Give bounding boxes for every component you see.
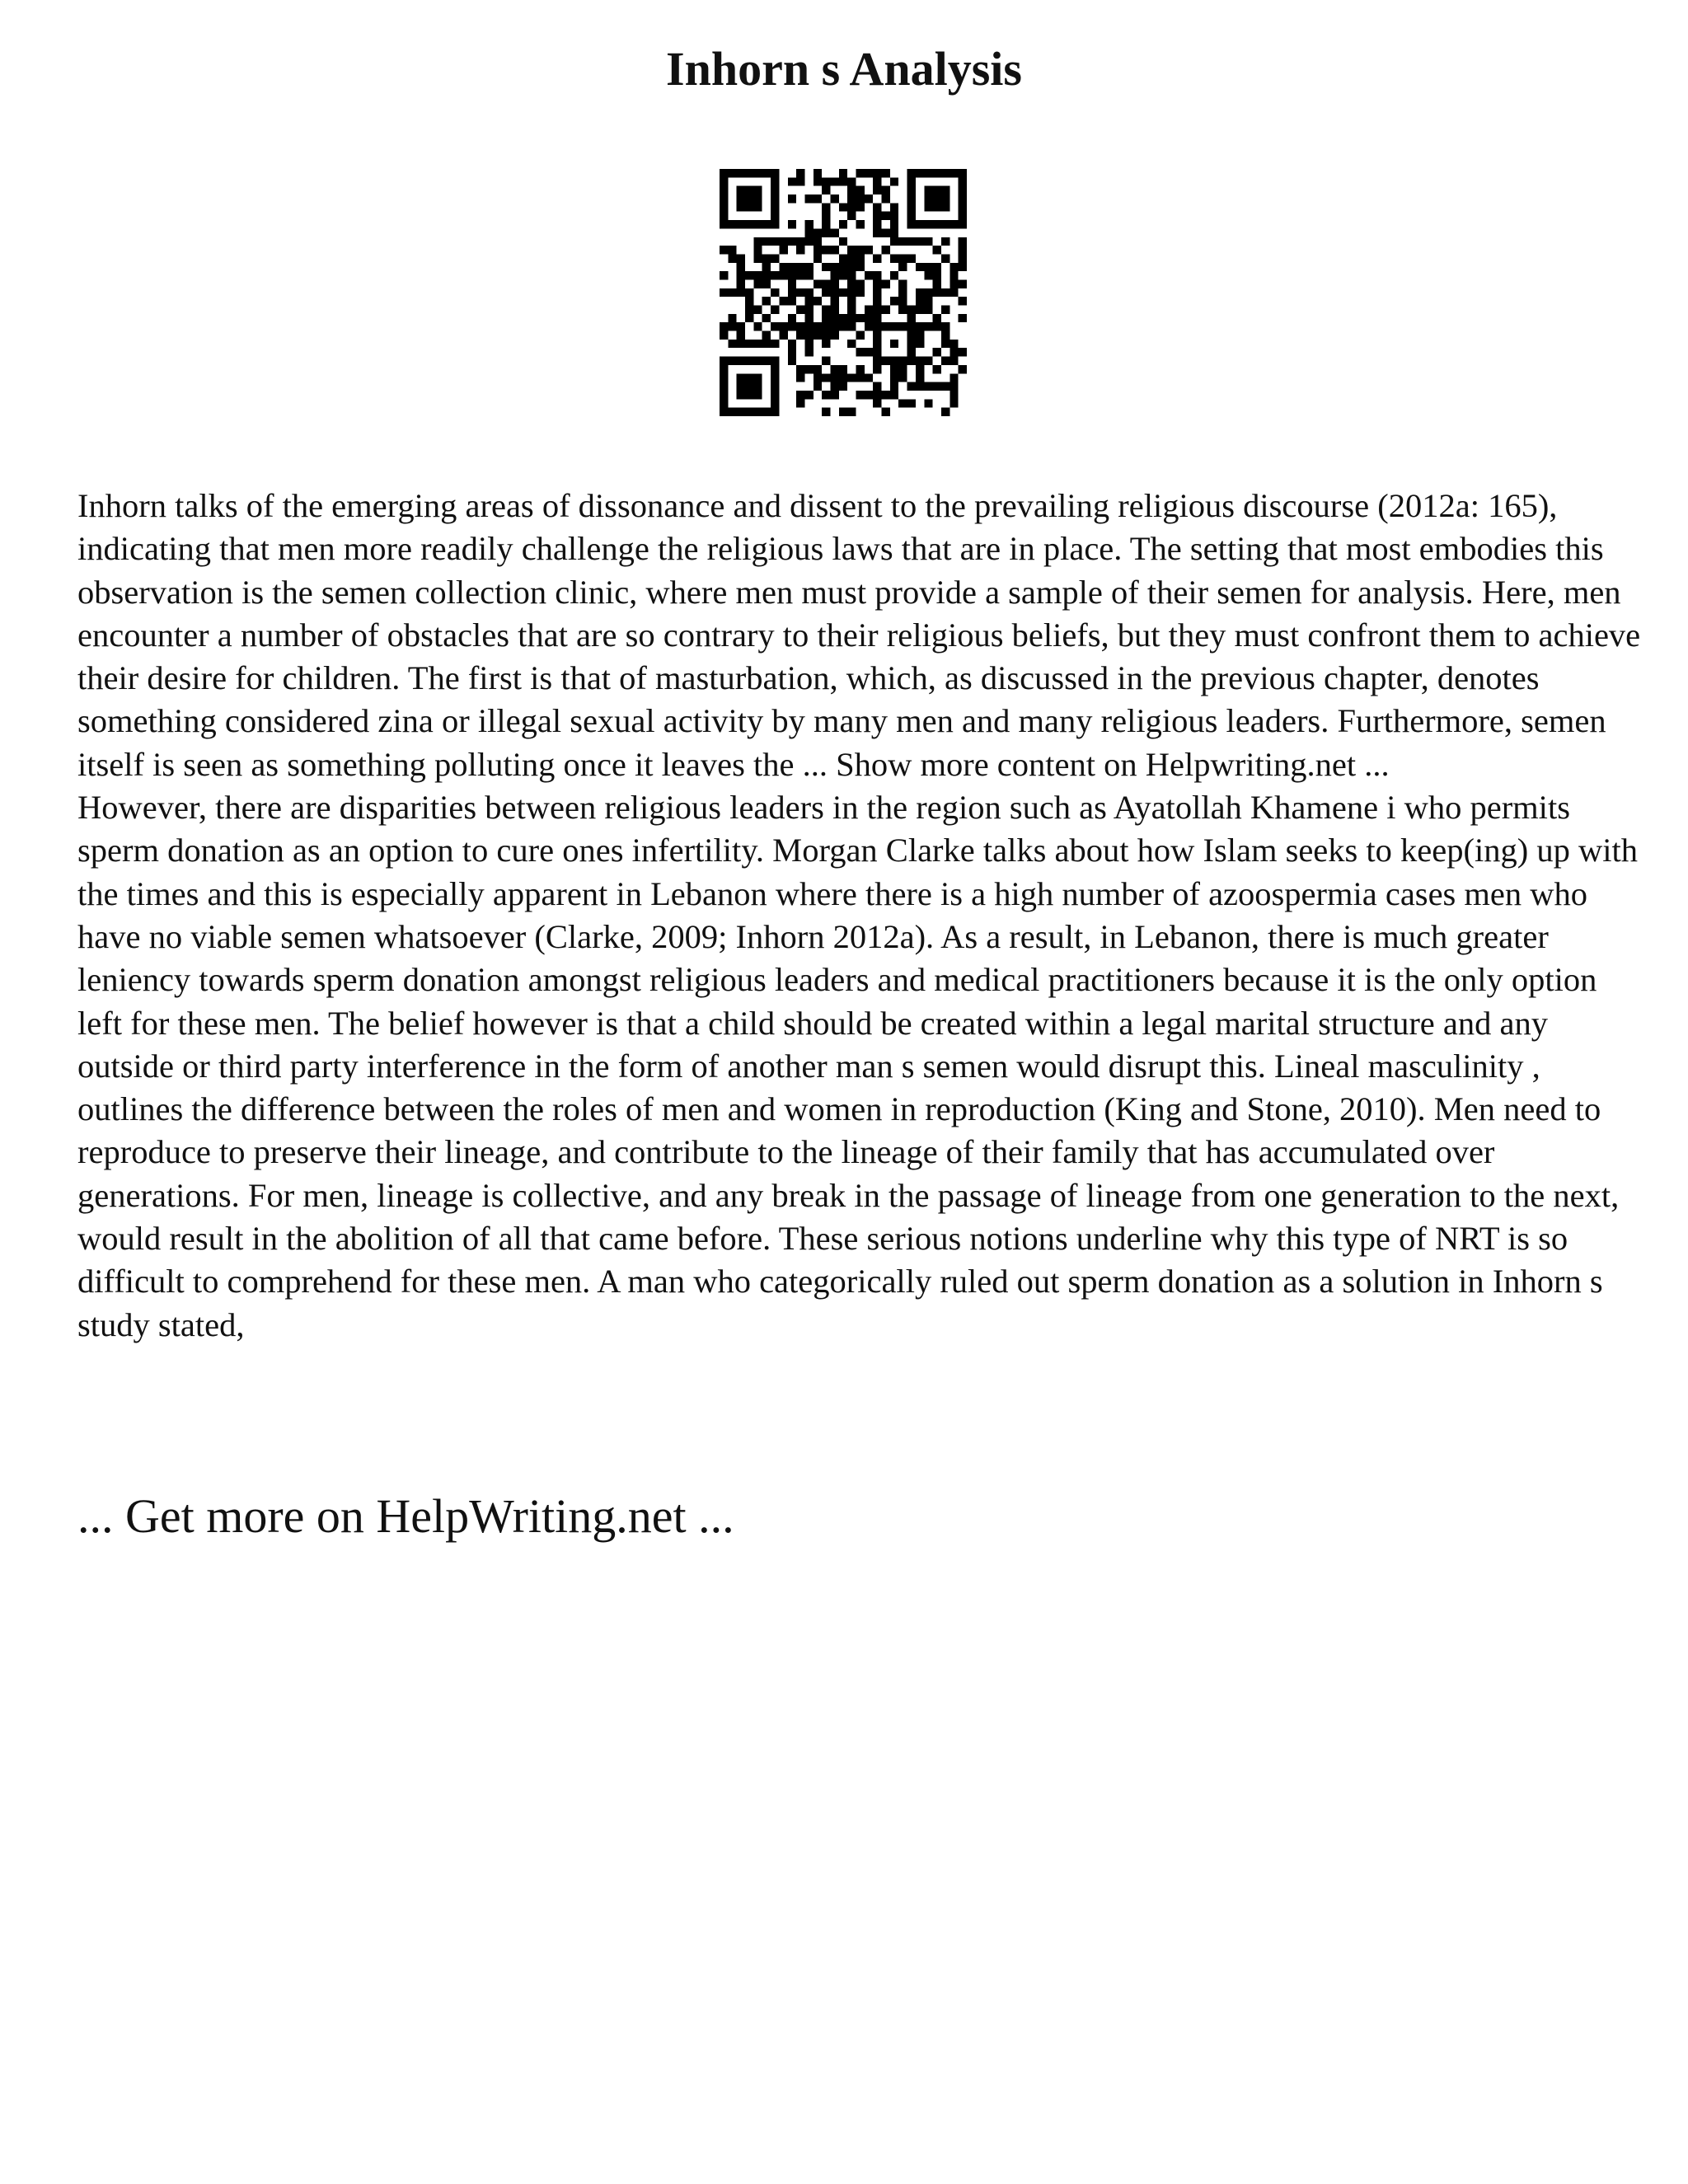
qr-code-icon xyxy=(720,169,967,416)
paragraph: However, there are disparities between religious leaders in the region such as Ayatollah Khamene i who permits sperm donation as an option to cure ones infertility. Morgan Clarke talks about how Islam seeks to keep(ing) up with the times and this is especially apparent in Lebanon where there is a high number of azoospermia cases men who have no viable semen whatsoever (Clarke, 2009; Inhorn 2012a). As a result, in Lebanon, there is much greater leniency towards sperm donation amongst religious leaders and medical practitioners because it is the only option left for these men. The belief however is that a child should be created within a legal marital structure and any outside or third party interference in the form of another man s semen would disrupt this. Lineal masculinity , outlines the difference between the roles of men and women in reproduction (King and Stone, 2010). Men need to reproduce to preserve their lineage, and contribute to the lineage of their family that has accumulated over generations. For men, lineage is collective, and any break in the passage of lineage from one generation to the next, would result in the abolition of all that came before. These serious notions underline why this type of NRT is so difficult to comprehend for these men. A man who categorically ruled out sperm donation as a solution in Inhorn s study stated, xyxy=(77,789,1638,1343)
get-more-link[interactable]: ... Get more on HelpWriting.net ... xyxy=(77,1489,734,1543)
page-title: Inhorn s Analysis xyxy=(666,42,1022,96)
article-body xyxy=(77,485,1643,1347)
paragraph: Inhorn talks of the emerging areas of dissonance and dissent to the prevailing religious discourse (2012a: 165), indicating that men more readily challenge the religious laws that are in place. The setting that most embodies this observation is the semen collection clinic, where men must provide a sample of their semen for analysis. Here, men encounter a number of obstacles that are so contrary to their religious beliefs, but they must confront them to achieve their desire for children. The first is that of masturbation, which, as discussed in the previous chapter, denotes something considered zina or illegal sexual activity by many men and many religious leaders. Furthermore, semen itself is seen as something polluting once it leaves the ... Show more content on Helpwriting.net ... xyxy=(77,487,1641,783)
